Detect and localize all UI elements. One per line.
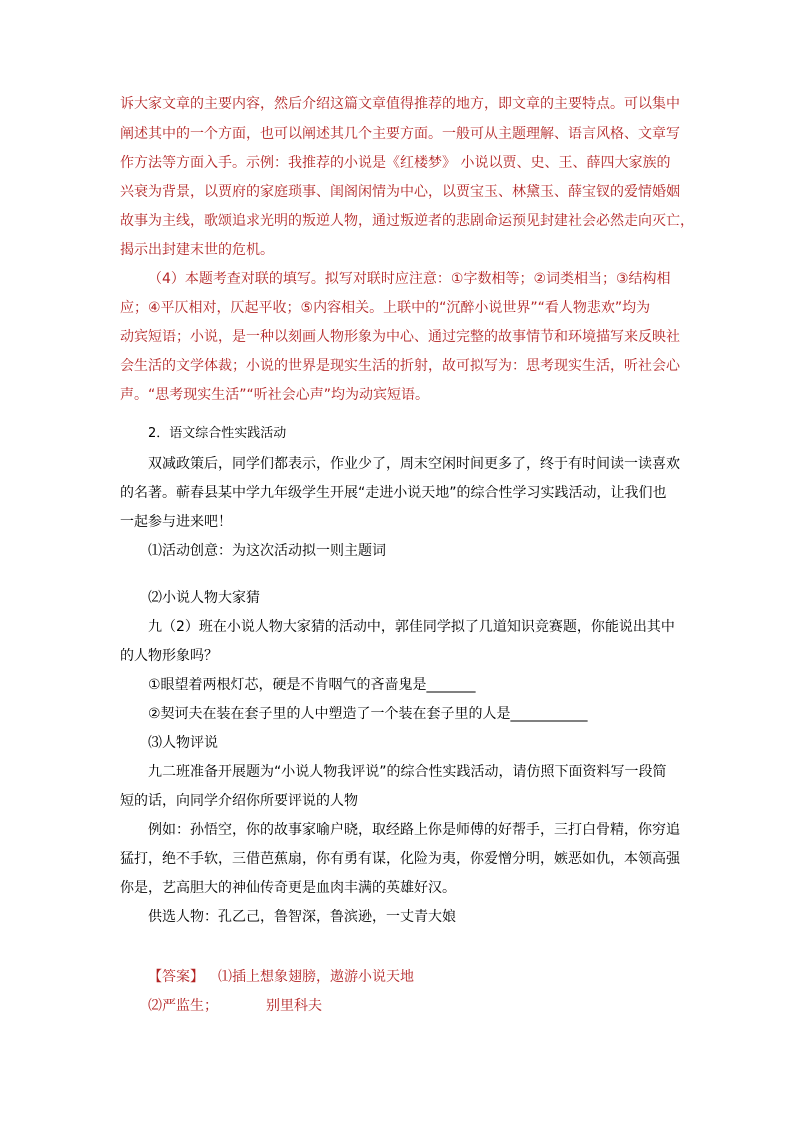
body-text-line: 九二班准备开展题为“小说人物我评说”的综合性实践活动，请仿照下面资料写一段简	[148, 764, 667, 780]
body-text-line: 揭示出封建末世的危机。	[120, 242, 274, 258]
question-item: ①眼望着两根灯芯，硬是不肯咽气的吝啬鬼是_______	[148, 677, 476, 693]
body-text-line: 诉大家文章的主要内容，然后介绍这篇文章值得推荐的地方，即文章的主要特点。可以集中	[120, 96, 680, 112]
choices-text: 供选人物：孔乙己，鲁智深，鲁滨逊，一丈青大娘	[148, 909, 456, 925]
body-text-line: 阐述其中的一个方面，也可以阐述其几个主要方面。一般可从主题理解、语言风格、文章写	[120, 126, 680, 142]
body-text-line: 作方法等方面入手。示例：我推荐的小说是《红楼梦》 小说以贾、史、王、薛四大家族的	[120, 155, 671, 171]
body-text-line: 的名著。蕲春县某中学九年级学生开展“走进小说天地”的综合性学习实践活动，让我们也	[120, 485, 667, 501]
answer-text: 别里科夫	[266, 998, 322, 1014]
question-heading: 2．语文综合性实践活动	[148, 426, 287, 441]
body-text-line: 一起参与进来吧！	[120, 514, 232, 530]
body-text-line: 声。“思考现实生活”“听社会心声”均为动宾短语。	[120, 387, 430, 403]
body-text-line: 双减政策后，同学们都表示，作业少了，周末空闲时间更多了，终于有时间读一读喜欢	[148, 456, 680, 472]
body-text-line: 九（2）班在小说人物大家猜的活动中，郭佳同学拟了几道知识竞赛题，你能说出其中	[148, 619, 675, 635]
answer-text: ⑵严监生；	[148, 998, 218, 1014]
question-item: ②契诃夫在装在套子里的人中塑造了一个装在套子里的人是___________	[148, 706, 588, 722]
sub-question: ⑴活动创意：为这次活动拟一则主题词	[148, 543, 386, 559]
body-text-line: 应；④平仄相对，仄起平收；⑤内容相关。上联中的“沉醉小说世界”“看人物悲欢”均为	[120, 300, 651, 316]
body-text-line: 故事为主线，歌颂追求光明的叛逆人物，通过叛逆者的悲剧命运预见封建社会必然走向灭亡，	[120, 213, 694, 229]
body-text-line: 的人物形象吗？	[120, 648, 218, 664]
example-text: 例如：孙悟空，你的故事家喻户晓，取经路上你是师傅的好帮手，三打白骨精，你穷追	[148, 822, 680, 838]
body-text-line: 短的话，向同学介绍你所要评说的人物	[120, 793, 358, 809]
example-text: 你是，艺高胆大的神仙传奇更是血肉丰满的英雄好汉。	[120, 880, 456, 896]
example-text: 猛打，绝不手软，三借芭蕉扇，你有勇有谋，化险为夷，你爱憎分明，嫉恶如仇，本领高强	[120, 851, 680, 867]
sub-question: ⑵小说人物大家猜	[148, 590, 260, 606]
body-text-line: （4）本题考查对联的填写。拟写对联时应注意：①字数相等；②词类相当；③结构相	[148, 271, 671, 287]
body-text-line: 兴衰为背景，以贾府的家庭琐事、闺阁闲情为中心，以贾宝玉、林黛玉、薛宝钗的爱情婚姻	[120, 184, 680, 200]
sub-question: ⑶人物评说	[148, 735, 218, 751]
body-text-line: 动宾短语；小说，是一种以刻画人物形象为中心、通过完整的故事情节和环境描写来反映社	[120, 329, 680, 345]
body-text-line: 会生活的文学体裁；小说的世界是现实生活的折射，故可拟写为：思考现实生活，听社会心	[120, 358, 680, 374]
answer-label: 【答案】	[148, 969, 204, 985]
answer-text: ⑴插上想象翅膀，遨游小说天地	[218, 969, 414, 985]
